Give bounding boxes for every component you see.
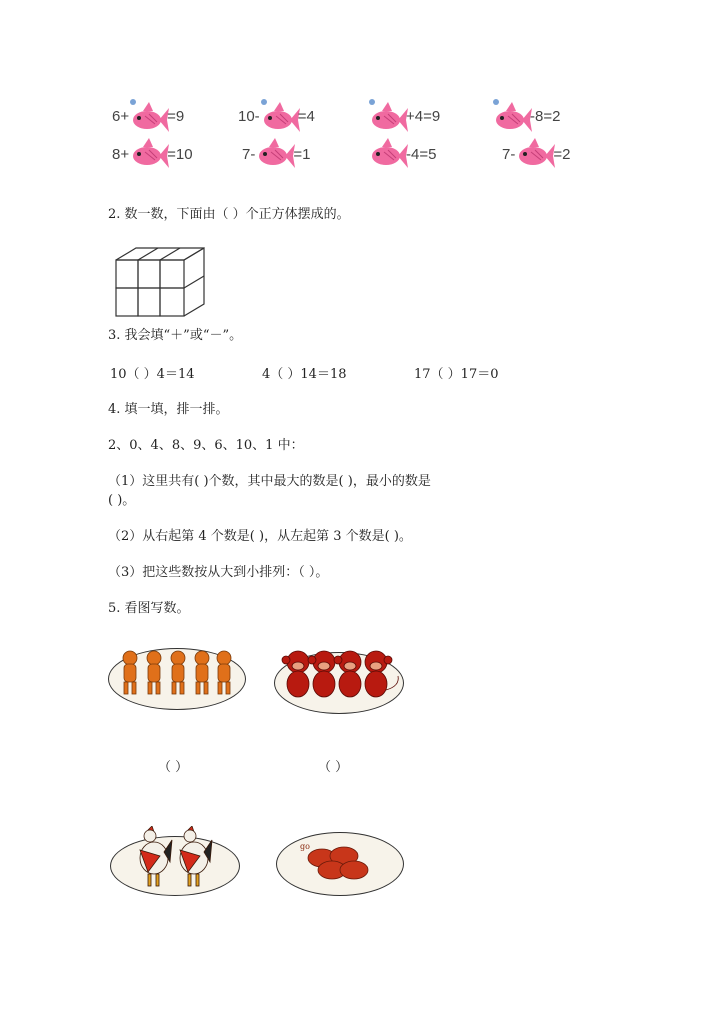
- equation-right: =10: [167, 145, 193, 163]
- equation-right: +4=9: [406, 107, 441, 125]
- fish-equation: [238, 96, 315, 136]
- plate-4-label: go: [300, 842, 310, 851]
- equation-right: =2: [553, 145, 571, 163]
- question-3-title: 3. 我会填“＋”或“－”。: [108, 328, 243, 343]
- q3-item: 17（ ）17＝0: [414, 367, 499, 382]
- q3-item: 4（ ）14＝18: [262, 367, 347, 382]
- equation-left: 7-: [502, 145, 516, 163]
- equation-left: 6+: [112, 107, 130, 125]
- fish-icon: [366, 134, 408, 174]
- fish-icon: [490, 96, 532, 136]
- monkeys-picture: [278, 646, 406, 708]
- fish-icon: [366, 96, 408, 136]
- fish-equation: [112, 134, 193, 174]
- equation-right: -4=5: [406, 145, 437, 163]
- fish-equation: [492, 96, 560, 136]
- equation-left: 7-: [242, 145, 256, 163]
- equation-left: 8+: [112, 145, 130, 163]
- fish-icon: [253, 134, 295, 174]
- fish-equation: [368, 96, 440, 136]
- question-2-text: 2. 数一数，下面由（ ）个正方体摆成的。: [108, 207, 350, 222]
- fish-equation: [242, 134, 310, 174]
- equation-right: =4: [297, 107, 315, 125]
- q4-part3: （3）把这些数按从大到小排列：（ ）。: [108, 565, 329, 580]
- q3-item: 10（ ）4＝14: [110, 367, 195, 382]
- q4-part2: （2）从右起第 4 个数是( )，从左起第 3 个数是( )。: [108, 529, 412, 544]
- fish-icon: [258, 96, 300, 136]
- answer-blank-2[interactable]: （ ）: [318, 760, 349, 775]
- equation-right: -8=2: [530, 107, 561, 125]
- question-4-title: 4. 填一填，排一排。: [108, 402, 229, 417]
- fish-equation: [112, 96, 184, 136]
- fish-equation: [502, 134, 570, 174]
- fish-icon: [127, 96, 169, 136]
- q4-numbers: 2、0、4、8、9、6、10、1 中：: [108, 438, 304, 453]
- roosters-picture: [130, 826, 220, 892]
- fish-icon: [513, 134, 555, 174]
- answer-blank-1[interactable]: （ ）: [158, 760, 189, 775]
- q4-part1-line1: （1）这里共有( )个数，其中最大的数是( )，最小的数是: [108, 474, 431, 489]
- fish-equation: [368, 134, 436, 174]
- question-5-title: 5. 看图写数。: [108, 601, 190, 616]
- equation-right: =9: [167, 107, 185, 125]
- q4-part1-line2: ( )。: [108, 493, 136, 508]
- equation-left: 10-: [238, 107, 260, 125]
- equation-right: =1: [293, 145, 311, 163]
- tigers-picture: [118, 646, 238, 702]
- cube-stack-figure: [112, 242, 208, 322]
- fish-icon: [127, 134, 169, 174]
